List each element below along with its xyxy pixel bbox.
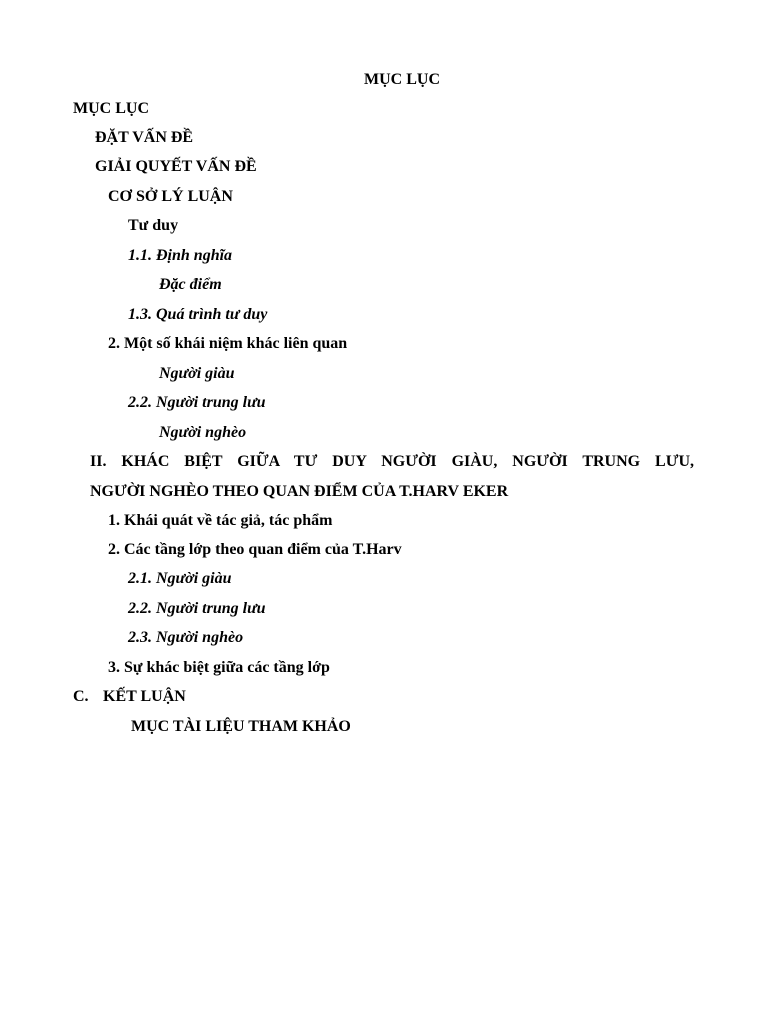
toc-entry-tu-duy: Tư duy xyxy=(128,217,179,234)
toc-entry-dinh-nghia: 1.1. Định nghĩa xyxy=(128,247,233,264)
toc-entry-nguoi-trung-luu-2: 2.2. Người trung lưu xyxy=(128,600,266,617)
toc-entry-tai-lieu-tham-khao: MỤC TÀI LIỆU THAM KHẢO xyxy=(131,718,351,735)
page-title: MỤC LỤC xyxy=(364,71,440,88)
toc-entry-giai-quyet-van-de: GIẢI QUYẾT VẤN ĐỀ xyxy=(95,158,257,175)
toc-entry-co-so-ly-luan: CƠ SỞ LÝ LUẬN xyxy=(108,188,233,205)
toc-entry-muc-luc: MỤC LỤC xyxy=(73,100,149,117)
toc-entry-ket-luan xyxy=(73,687,186,707)
toc-entry-khac-biet-line1: II. KHÁC BIỆT GIỮA TƯ DUY NGƯỜI GIÀU, NGƯỜI TRUNG LƯU, xyxy=(90,453,694,470)
toc-entry-khac-biet-line2: NGƯỜI NGHÈO THEO QUAN ĐIỂM CỦA T.HARV EKER xyxy=(90,483,509,500)
toc-entry-khai-niem-lien-quan: 2. Một số khái niệm khác liên quan xyxy=(108,335,348,352)
toc-entry-cac-tang-lop: 2. Các tầng lớp theo quan điểm của T.Harv xyxy=(108,541,402,558)
toc-entry-nguoi-giau-2: 2.1. Người giàu xyxy=(128,570,232,587)
toc-entry-nguoi-trung-luu: 2.2. Người trung lưu xyxy=(128,394,266,411)
toc-entry-qua-trinh-tu-duy: 1.3. Quá trình tư duy xyxy=(128,306,268,323)
toc-entry-dac-diem: Đặc điểm xyxy=(159,276,222,293)
toc-entry-nguoi-ngheo: Người nghèo xyxy=(159,424,247,441)
toc-entry-dat-van-de: ĐẶT VẤN ĐỀ xyxy=(95,129,194,146)
toc-entry-khai-quat: 1. Khái quát về tác giả, tác phẩm xyxy=(108,512,333,529)
toc-entry-ket-luan-prefix: C. xyxy=(73,688,89,705)
toc-entry-nguoi-giau: Người giàu xyxy=(159,365,235,382)
toc-entry-ket-luan-label: KẾT LUẬN xyxy=(103,688,186,705)
toc-entry-nguoi-ngheo-2: 2.3. Người nghèo xyxy=(128,629,244,646)
toc-entry-su-khac-biet: 3. Sự khác biệt giữa các tầng lớp xyxy=(108,659,330,676)
